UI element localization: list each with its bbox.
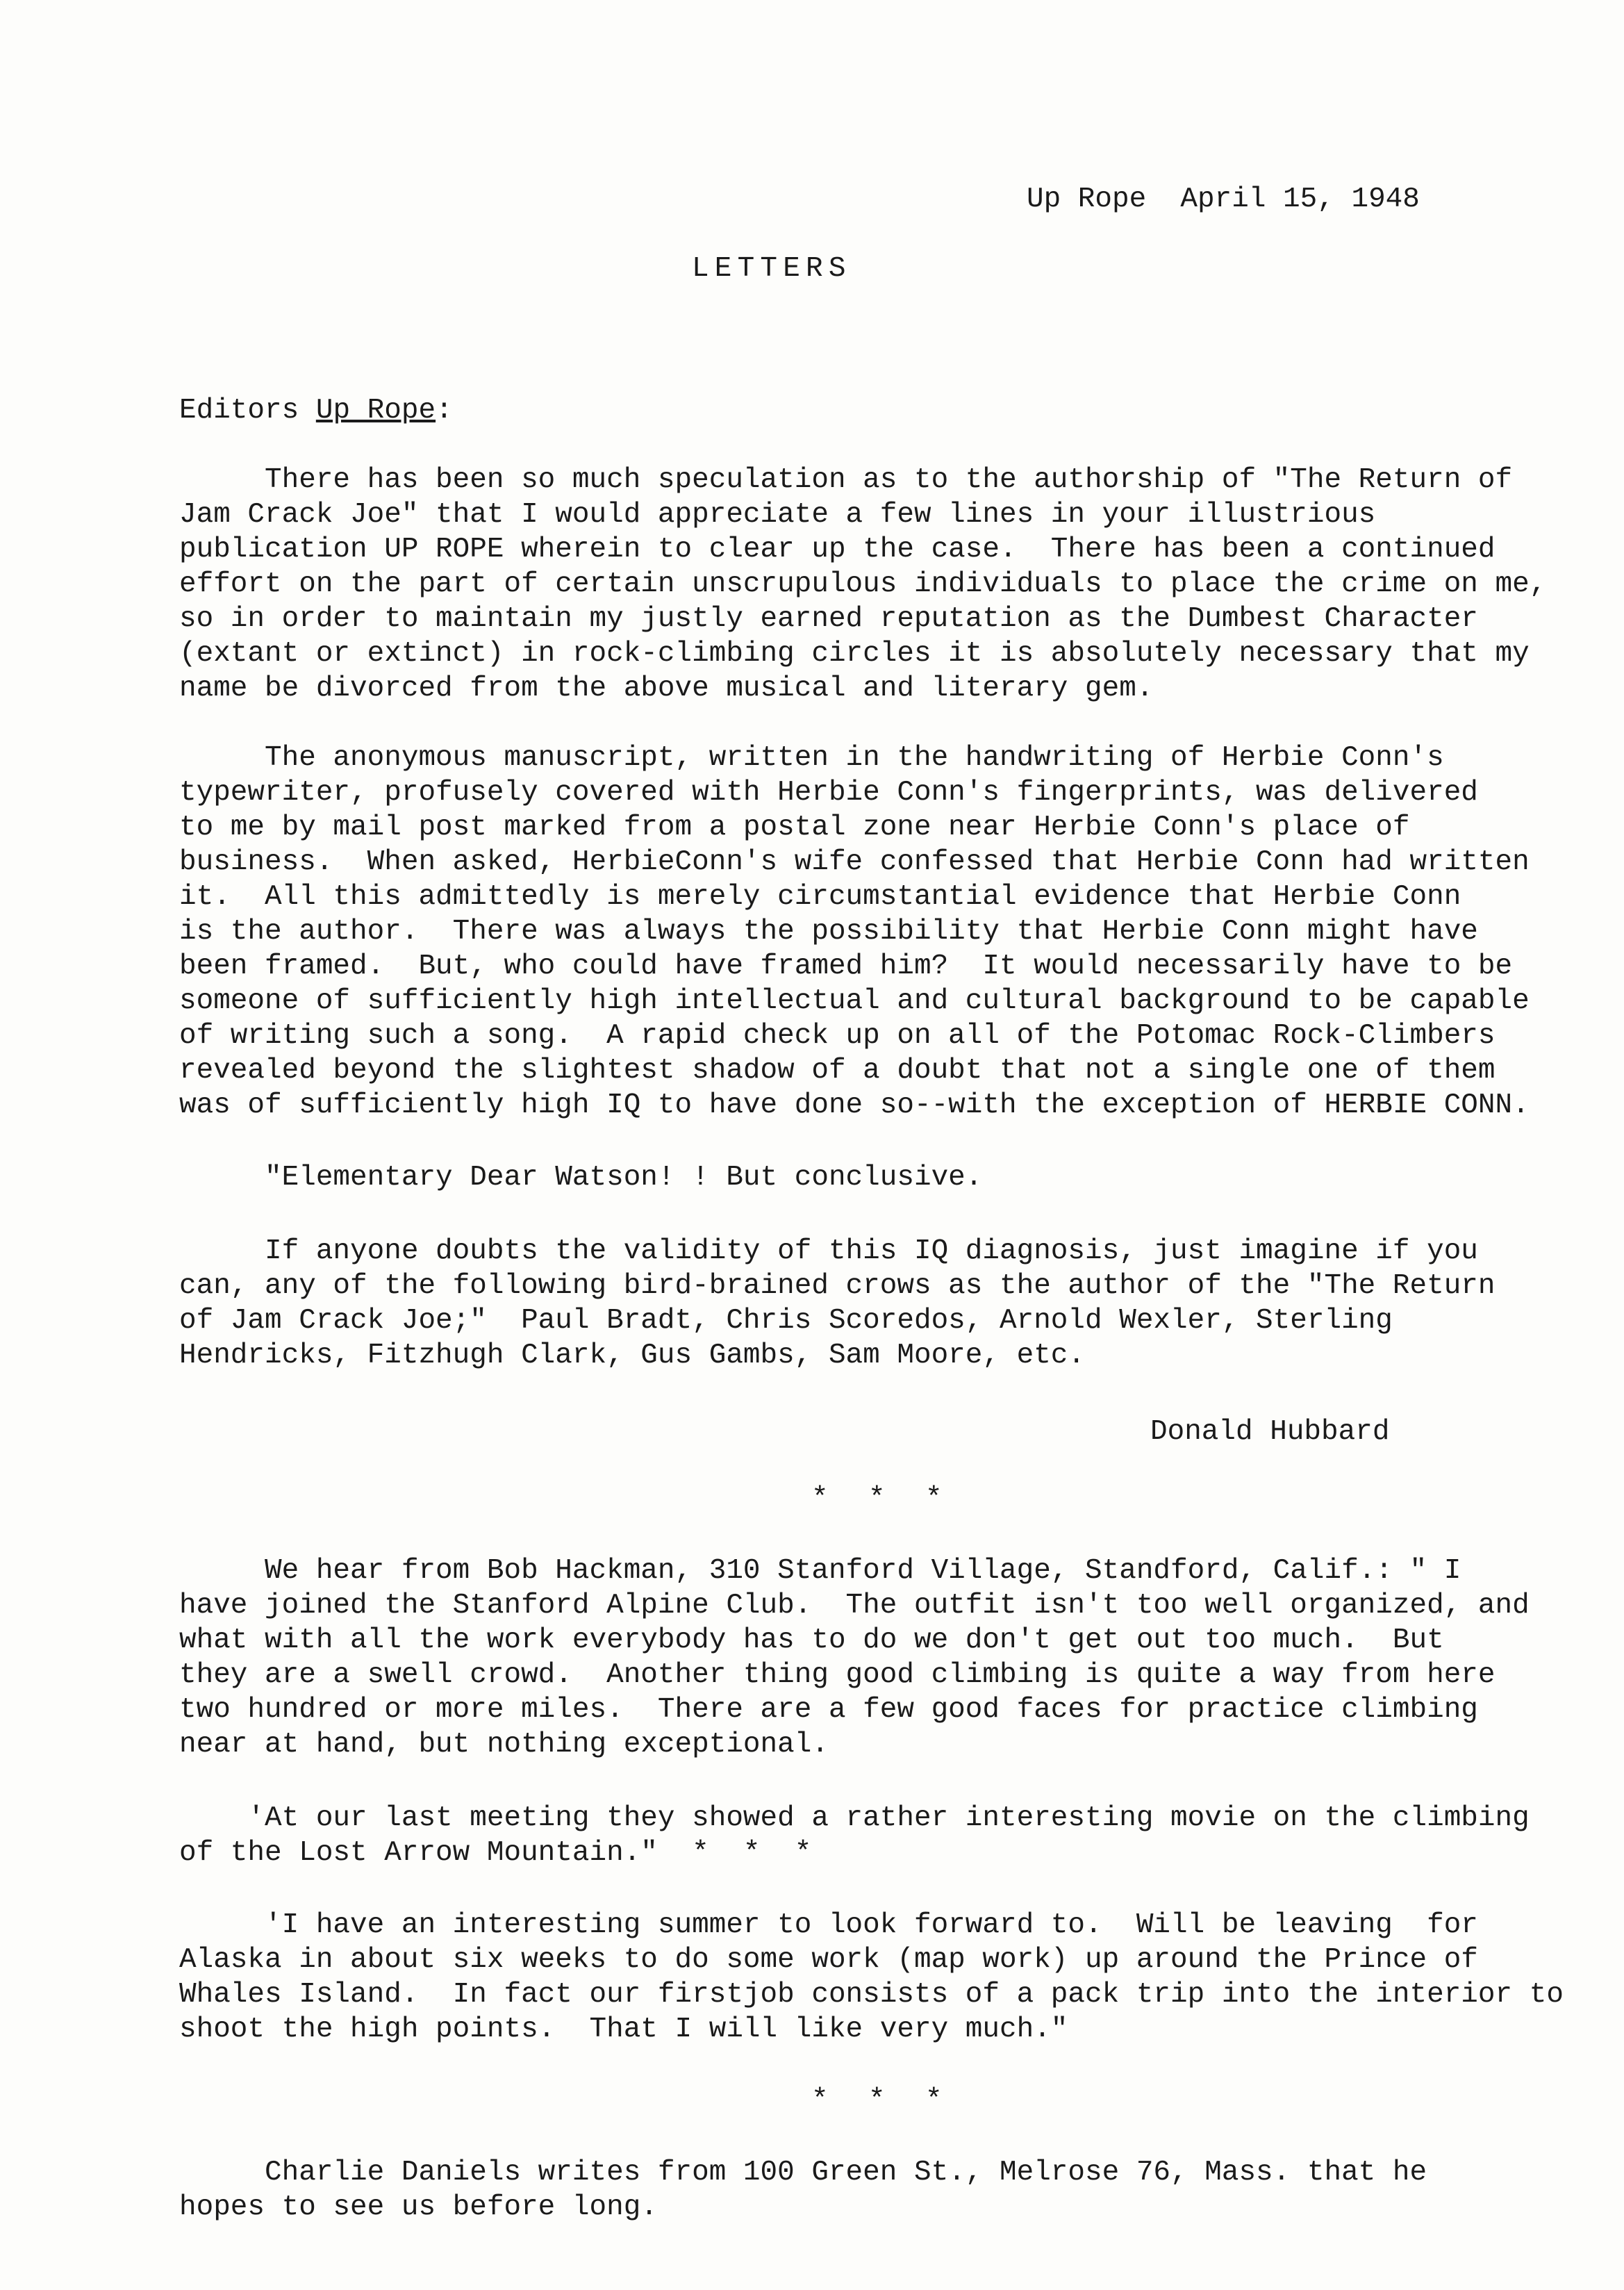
text-line: of writing such a song. A rapid check up on all of the Potomac Rock-Climbers bbox=[179, 1020, 1495, 1052]
text-line: of Jam Crack Joe;" Paul Bradt, Chris Scoredos, Arnold Wexler, Sterling bbox=[179, 1305, 1393, 1337]
text-line: If anyone doubts the validity of this IQ diagnosis, just imagine if you bbox=[179, 1235, 1478, 1267]
text-line: The anonymous manuscript, written in the handwriting of Herbie Conn's bbox=[179, 742, 1444, 774]
text-line: someone of sufficiently high intellectual and cultural background to be capable bbox=[179, 985, 1530, 1017]
text-line: Hendricks, Fitzhugh Clark, Gus Gambs, Sam Moore, etc. bbox=[179, 1340, 1086, 1371]
text-line: is the author. There was always the possibility that Herbie Conn might have bbox=[179, 916, 1478, 948]
text-line: been framed. But, who could have framed him? It would necessarily have to be bbox=[179, 950, 1513, 982]
text-line: near at hand, but nothing exceptional. bbox=[179, 1729, 829, 1761]
text-line: business. When asked, HerbieConn's wife confessed that Herbie Conn had written bbox=[179, 846, 1530, 878]
section-divider: * * * bbox=[811, 1483, 954, 1515]
text-line: 'I have an interesting summer to look forward to. Will be leaving for bbox=[179, 1909, 1478, 1941]
text-line: can, any of the following bird-brained crows as the author of the "The Return bbox=[179, 1270, 1495, 1302]
text-line: it. All this admittedly is merely circumstantial evidence that Herbie Conn bbox=[179, 881, 1461, 913]
text-line: Alaska in about six weeks to do some work (map work) up around the Prince of bbox=[179, 1944, 1478, 1976]
text-line: so in order to maintain my justly earned reputation as the Dumbest Character bbox=[179, 603, 1478, 635]
text-line: of the Lost Arrow Mountain." * * * bbox=[179, 1837, 812, 1869]
text-line: We hear from Bob Hackman, 310 Stanford Village, Standford, Calif.: " I bbox=[179, 1555, 1461, 1587]
letter2-paragraph-1 bbox=[179, 1554, 1575, 1762]
page-title: LETTERS bbox=[692, 253, 852, 285]
letter1-paragraph-4 bbox=[179, 1234, 1575, 1373]
text-line: revealed beyond the slightest shadow of a doubt that not a single one of them bbox=[179, 1055, 1495, 1087]
text-line: have joined the Stanford Alpine Club. The outfit isn't too well organized, and bbox=[179, 1590, 1530, 1622]
salutation-prefix: Editors bbox=[179, 395, 316, 427]
text-line: to me by mail post marked from a postal zone near Herbie Conn's place of bbox=[179, 812, 1410, 843]
letter1-paragraph-2 bbox=[179, 741, 1575, 1123]
section-divider: * * * bbox=[811, 2084, 954, 2116]
text-line: shoot the high points. That I will like very much." bbox=[179, 2013, 1068, 2045]
text-line: name be divorced from the above musical and literary gem. bbox=[179, 673, 1154, 705]
text-line: publication UP ROPE wherein to clear up the case. There has been a continued bbox=[179, 534, 1495, 566]
text-line: typewriter, profusely covered with Herbie Conn's fingerprints, was delivered bbox=[179, 777, 1478, 809]
letter1-paragraph-1 bbox=[179, 463, 1575, 706]
text-line: Charlie Daniels writes from 100 Green St., Melrose 76, Mass. that he bbox=[179, 2157, 1427, 2189]
dateline: Up Rope April 15, 1948 bbox=[1027, 183, 1420, 215]
letter1-paragraph-3 bbox=[179, 1160, 1575, 1195]
text-line: "Elementary Dear Watson! ! But conclusive. bbox=[179, 1162, 983, 1194]
text-line: There has been so much speculation as to the authorship of "The Return of bbox=[179, 464, 1513, 496]
letter2-paragraph-3 bbox=[179, 1908, 1575, 2047]
signature: Donald Hubbard bbox=[1150, 1416, 1390, 1448]
salutation-publication: Up Rope bbox=[315, 395, 436, 427]
salutation bbox=[179, 393, 453, 428]
salutation-suffix: : bbox=[436, 395, 453, 427]
text-line: they are a swell crowd. Another thing good climbing is quite a way from here bbox=[179, 1659, 1495, 1691]
text-line: two hundred or more miles. There are a few good faces for practice climbing bbox=[179, 1694, 1478, 1726]
text-line: Jam Crack Joe" that I would appreciate a few lines in your illustrious bbox=[179, 499, 1376, 531]
text-line: effort on the part of certain unscrupulous individuals to place the crime on me, bbox=[179, 568, 1547, 600]
letter2-paragraph-2 bbox=[179, 1801, 1575, 1870]
text-line: what with all the work everybody has to do we don't get out too much. But bbox=[179, 1624, 1444, 1656]
text-line: (extant or extinct) in rock-climbing circles it is absolutely necessary that my bbox=[179, 638, 1530, 670]
text-line: hopes to see us before long. bbox=[179, 2191, 658, 2223]
text-line: 'At our last meeting they showed a rather interesting movie on the climbing bbox=[179, 1802, 1530, 1834]
letter3-paragraph-1 bbox=[179, 2155, 1575, 2225]
text-line: was of sufficiently high IQ to have done so--with the exception of HERBIE CONN. bbox=[179, 1089, 1530, 1121]
text-line: Whales Island. In fact our firstjob consists of a pack trip into the interior to bbox=[179, 1979, 1564, 2011]
